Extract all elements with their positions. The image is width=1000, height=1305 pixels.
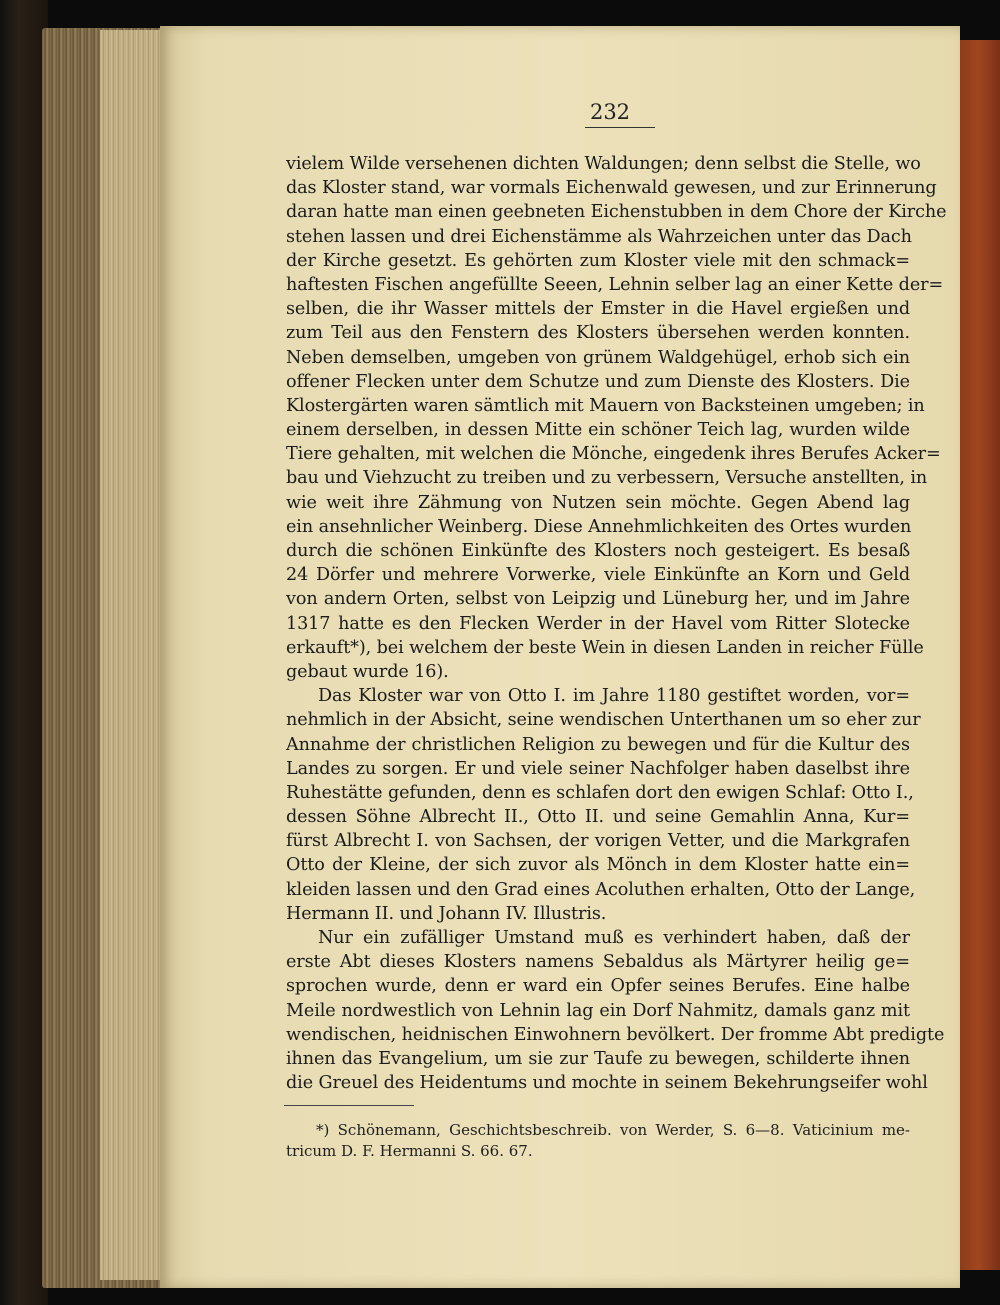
- paragraph-3: [286, 926, 945, 1095]
- text-line: Landes zu sorgen. Er und viele seiner Nachfolger haben daselbst ihre: [286, 758, 910, 779]
- text-line: Hermann II. und Johann IV. Illustris.: [286, 903, 607, 924]
- text-line: 24 Dörfer und mehrere Vorwerke, viele Einkünfte an Korn und Geld: [286, 565, 910, 586]
- text-line: der Kirche gesetzt. Es gehörten zum Kloster viele mit den schmack=: [286, 250, 910, 271]
- footnote: [286, 1120, 910, 1162]
- text-line: Otto der Kleine, der sich zuvor als Mönch in dem Kloster hatte ein=: [286, 855, 910, 876]
- text-line: fürst Albrecht I. von Sachsen, der vorigen Vetter, und die Markgrafen: [286, 831, 910, 852]
- text-line: daran hatte man einen geebneten Eichenstubben in dem Chore der Kirche: [286, 202, 947, 223]
- text-line: wie weit ihre Zähmung von Nutzen sein möchte. Gegen Abend lag: [286, 492, 910, 513]
- paragraph-2: [286, 684, 921, 926]
- footnote-rule: [284, 1105, 414, 1106]
- book-cover-right: [958, 40, 1000, 1270]
- footnote-line: *) Schönemann, Geschichtsbeschreib. von Werder, S. 6—8. Vaticinium me-: [316, 1121, 910, 1139]
- text-line: Annahme der christlichen Religion zu bewegen und für die Kultur des: [286, 734, 910, 755]
- text-line: durch die schönen Einkünfte des Klosters noch gesteigert. Es besaß: [286, 541, 910, 561]
- text-line: stehen lassen und drei Eichenstämme als Wahrzeichen unter das Dach: [286, 226, 912, 247]
- page-edges-inner: [100, 30, 168, 1280]
- text-line: 1317 hatte es den Flecken Werder in der Havel vom Ritter Slotecke: [286, 613, 910, 634]
- text-line: erkauft*), bei welchem der beste Wein in diesen Landen in reicher Fülle: [286, 637, 924, 658]
- text-line: offener Flecken unter dem Schutze und zum Dienste des Klosters. Die: [286, 371, 910, 392]
- page-number-rule: [585, 127, 655, 128]
- text-line: vielem Wilde versehenen dichten Waldungen; denn selbst die Stelle, wo: [286, 154, 921, 174]
- text-line: sprochen wurde, denn er ward ein Opfer seines Berufes. Eine halbe: [286, 976, 910, 997]
- text-line: Klostergärten waren sämtlich mit Mauern von Backsteinen umgeben; in: [286, 395, 925, 416]
- footnote-line: tricum D. F. Hermanni S. 66. 67.: [286, 1142, 533, 1160]
- text-line: das Kloster stand, war vormals Eichenwald gewesen, und zur Erinnerung: [286, 178, 937, 199]
- body-text: [286, 152, 947, 1095]
- paragraph-1: [286, 152, 947, 684]
- text-line: kleiden lassen und den Grad eines Acoluthen erhalten, Otto der Lange,: [286, 879, 916, 900]
- text-line: bau und Viehzucht zu treiben und zu verbessern, Versuche anstellten, in: [286, 468, 928, 489]
- text-line: von andern Orten, selbst von Leipzig und Lüneburg her, und im Jahre: [286, 589, 910, 610]
- page-number: 232: [589, 100, 631, 124]
- text-line: die Greuel des Heidentums und mochte in seinem Bekehrungseifer wohl: [286, 1073, 928, 1094]
- text-line: dessen Söhne Albrecht II., Otto II. und seine Gemahlin Anna, Kur=: [286, 807, 910, 828]
- text-line: wendischen, heidnischen Einwohnern bevölkert. Der fromme Abt predigte: [286, 1024, 945, 1045]
- text-line: Nur ein zufälliger Umstand muß es verhindert haben, daß der: [318, 928, 910, 948]
- text-line: Meile nordwestlich von Lehnin lag ein Dorf Nahmitz, damals ganz mit: [286, 1000, 910, 1021]
- text-line: zum Teil aus den Fenstern des Klosters übersehen werden konnten.: [286, 323, 910, 344]
- text-line: selben, die ihr Wasser mittels der Emster in die Havel ergießen und: [286, 299, 910, 320]
- text-line: einem derselben, in dessen Mitte ein schöner Teich lag, wurden wilde: [286, 420, 910, 441]
- book-spine: [0, 0, 48, 1305]
- text-line: erste Abt dieses Klosters namens Sebaldus als Märtyrer heilig ge=: [286, 952, 910, 973]
- text-line: Das Kloster war von Otto I. im Jahre 1180 gestiftet worden, vor=: [318, 686, 910, 707]
- text-line: Tiere gehalten, mit welchen die Mönche, eingedenk ihres Berufes Acker=: [286, 444, 941, 465]
- text-line: ihnen das Evangelium, um sie zur Taufe zu bewegen, schilderte ihnen: [286, 1048, 910, 1069]
- text-line: gebaut wurde 16).: [286, 661, 449, 682]
- text-line: Ruhestätte gefunden, denn es schlafen dort den ewigen Schlaf: Otto I.,: [286, 782, 914, 803]
- text-line: nehmlich in der Absicht, seine wendischen Unterthanen um so eher zur: [286, 710, 921, 731]
- text-line: ein ansehnlicher Weinberg. Diese Annehmlichkeiten des Ortes wurden: [286, 516, 912, 537]
- text-line: haftesten Fischen angefüllte Seeen, Lehnin selber lag an einer Kette der=: [286, 274, 944, 295]
- text-line: Neben demselben, umgeben von grünem Waldgehügel, erhob sich ein: [286, 347, 910, 368]
